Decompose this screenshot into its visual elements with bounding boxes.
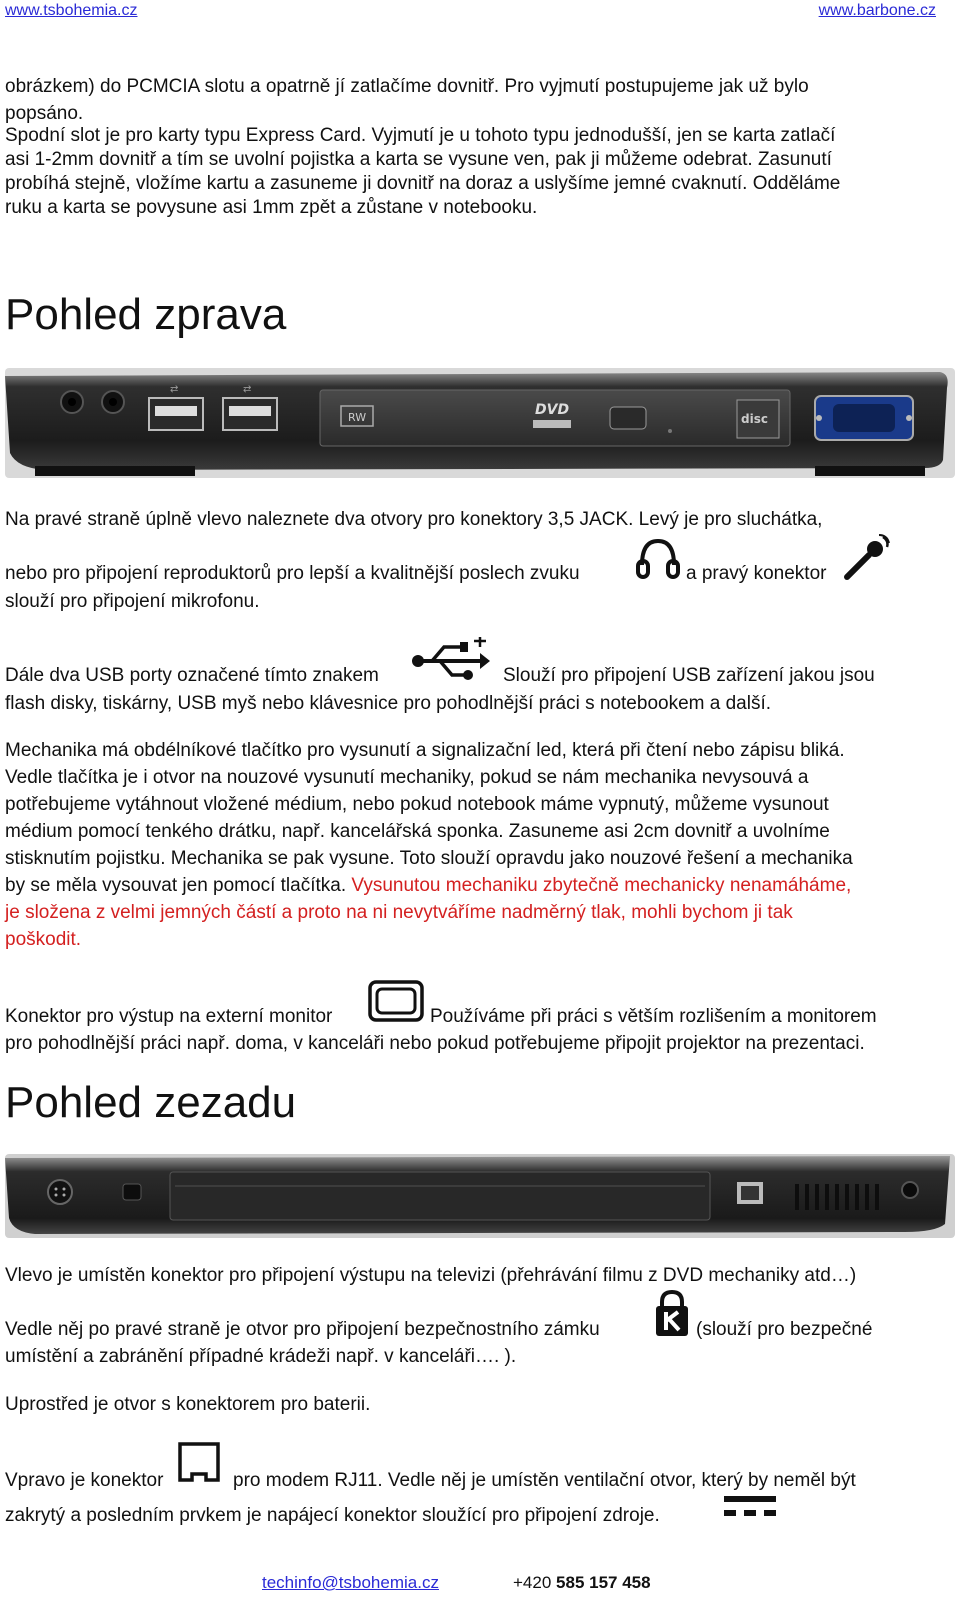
mechanics-text-black: by se měla vysouvat jen pomocí tlačítka. [5, 875, 352, 896]
disc-logo-text: disc [741, 412, 768, 426]
monitor-icon [368, 980, 424, 1024]
section-heading-right-view: Pohled zprava [5, 290, 287, 339]
mechanics-text: Mechanika má obdélníkové tlačítko pro vysunutí a signalizační led, která při čtení nebo zápisu bliká. [5, 740, 845, 761]
intro-line: probíhá stejně, vložíme kartu a zasuneme ji dovnitř na doraz a uslyšíme jemné cvaknutí. Odděláme [5, 173, 841, 194]
warning-text: je složena z velmi jemných částí a proto na ni nevytváříme nadměrný tlak, mohli bychom ji tak [5, 902, 793, 923]
footer-email-link[interactable]: techinfo@tsbohemia.cz [262, 1573, 439, 1592]
modem-text: pro modem RJ11. Vedle něj je umístěn ventilační otvor, který by neměl být [233, 1470, 856, 1491]
mechanics-text: médium pomocí tenkého drátku, např. kancelářská sponka. Zasuneme asi 2cm dovnitř a uvolníme [5, 821, 830, 842]
intro-line: ruku a karta se povysune asi 1mm zpět a zůstane v notebooku. [5, 197, 538, 218]
warning-text: poškodit. [5, 929, 82, 950]
lock-text: (slouží pro bezpečné [696, 1319, 873, 1340]
usb-symbol-icon [410, 637, 492, 681]
monitor-text: Konektor pro výstup na externí monitor [5, 1006, 333, 1027]
laptop-back-side-photo [5, 1154, 955, 1238]
laptop-right-side-photo [5, 368, 955, 478]
headphones-icon [636, 535, 680, 581]
header-link-barbone[interactable]: www.barbone.cz [818, 2, 936, 19]
header-link-tsbohemia[interactable]: www.tsbohemia.cz [5, 2, 138, 19]
battery-text: Uprostřed je otvor s konektorem pro baterii. [5, 1394, 371, 1415]
intro-line: popsáno. [5, 103, 84, 124]
mechanics-text: potřebujeme vytáhnout vložené médium, nebo pokud notebook máme vypnutý, můžeme vysunout [5, 794, 829, 815]
monitor-text: pro pohodlnější práci např. doma, v kanceláři nebo pokud potřebujeme připojit projektor na prezentaci. [5, 1033, 865, 1054]
svg-text:⇄: ⇄ [170, 384, 179, 395]
rw-logo-text: RW [348, 411, 367, 424]
tv-out-text: Vlevo je umístěn konektor pro připojení výstupu na televizi (přehrávání filmu z DVD mechaniky atd…) [5, 1265, 857, 1286]
modem-text: zakrytý a posledním prvkem je napájecí konektor sloužící pro připojení zdroje. [5, 1505, 660, 1526]
svg-text:⇄: ⇄ [243, 384, 252, 395]
mechanics-text: Vedle tlačítka je i otvor na nouzové vysunutí mechaniky, pokud se nám mechanika nevysouvá a [5, 767, 809, 788]
mechanics-text [5, 872, 950, 900]
lock-text: umístění a zabránění případné krádeži např. v kanceláři…. ). [5, 1346, 517, 1367]
usb-text: Slouží pro připojení USB zařízení jakou jsou [503, 665, 875, 686]
jack-text: a pravý konektor [686, 563, 827, 584]
footer-phone-number: 585 157 458 [556, 1573, 651, 1592]
usb-text: Dále dva USB porty označené tímto znakem [5, 665, 379, 686]
section-heading-back-view: Pohled zezadu [5, 1078, 297, 1127]
rj11-modem-icon [176, 1440, 222, 1484]
intro-line: asi 1-2mm dovnitř a tím se uvolní pojistka a karta se vysune ven, pak ji můžeme odebrat. Zasunutí [5, 149, 832, 170]
footer-phone [513, 1573, 651, 1593]
intro-line: Spodní slot je pro karty typu Express Card. Vyjmutí je u tohoto typu jednodušší, jen se karta zatlačí [5, 125, 836, 146]
footer-phone-prefix: +420 [513, 1573, 552, 1592]
jack-text: nebo pro připojení reproduktorů pro lepší a kvalitnější poslech zvuku [5, 563, 580, 584]
monitor-text: Používáme při práci s větším rozlišením a monitorem [430, 1006, 877, 1027]
dc-power-icon [722, 1492, 778, 1522]
modem-text: Vpravo je konektor [5, 1470, 164, 1491]
kensington-lock-icon [654, 1290, 690, 1338]
usb-text: flash disky, tiskárny, USB myš nebo klávesnice pro pohodlnější práci s notebookem a další. [5, 693, 772, 714]
jack-text: slouží pro připojení mikrofonu. [5, 591, 260, 612]
warning-text: Vysunutou mechaniku zbytečně mechanicky nenamáháme, [351, 875, 852, 896]
jack-text: Na pravé straně úplně vlevo naleznete dva otvory pro konektory 3,5 JACK. Levý je pro sluchátka, [5, 509, 823, 530]
mechanics-text: stisknutím pojistku. Mechanika se pak vysune. Toto slouží opravdu jako nouzové řešení a mechanika [5, 848, 853, 869]
intro-line: obrázkem) do PCMCIA slotu a opatrně jí zatlačíme dovnitř. Pro vyjmutí postupujeme jak už bylo [5, 76, 809, 97]
microphone-icon [843, 533, 891, 581]
lock-text: Vedle něj po pravé straně je otvor pro připojení bezpečnostního zámku [5, 1319, 600, 1340]
dvd-logo-text: DVD [535, 402, 570, 418]
